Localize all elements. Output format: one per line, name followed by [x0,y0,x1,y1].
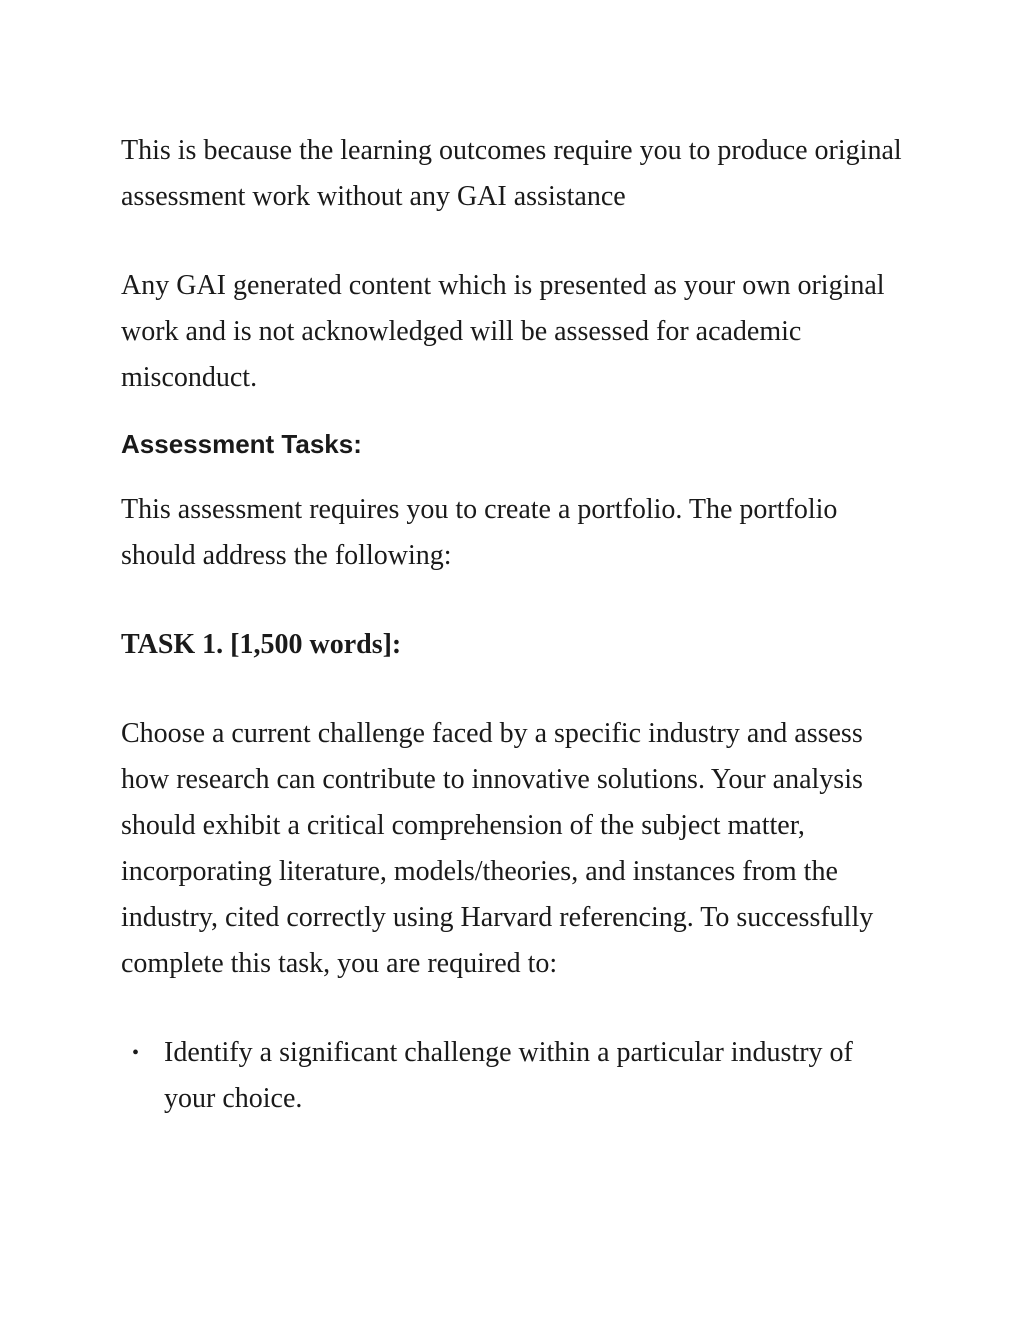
paragraph-gai-misconduct: Any GAI generated content which is presented as your own original work and is not acknowledged will be assessed for academic misconduct. [121,270,885,393]
task-1-heading: TASK 1. [1,500 words]: [121,629,402,660]
task-requirements-list [121,1030,911,1122]
list-item [121,1030,911,1122]
paragraph-task-1-description: Choose a current challenge faced by a specific industry and assess how research can contribute to innovative solutions. Your analysis should exhibit a critical comprehension of the subject matter, incorporating literature, models/theories, and instances from the industry, cited correctly using Harvard referencing. To successfully complete this task, you are required to: [121,718,874,979]
heading-assessment-tasks: Assessment Tasks: [121,429,362,459]
bullet-icon: • [132,1042,140,1064]
list-item-text: Identify a significant challenge within a particular industry of your choice. [164,1037,853,1114]
paragraph-gai-outcomes: This is because the learning outcomes require you to produce original assessment work without any GAI assistance [121,135,902,212]
document-page [121,128,911,1122]
paragraph-portfolio-intro: This assessment requires you to create a portfolio. The portfolio should address the following: [121,494,838,571]
